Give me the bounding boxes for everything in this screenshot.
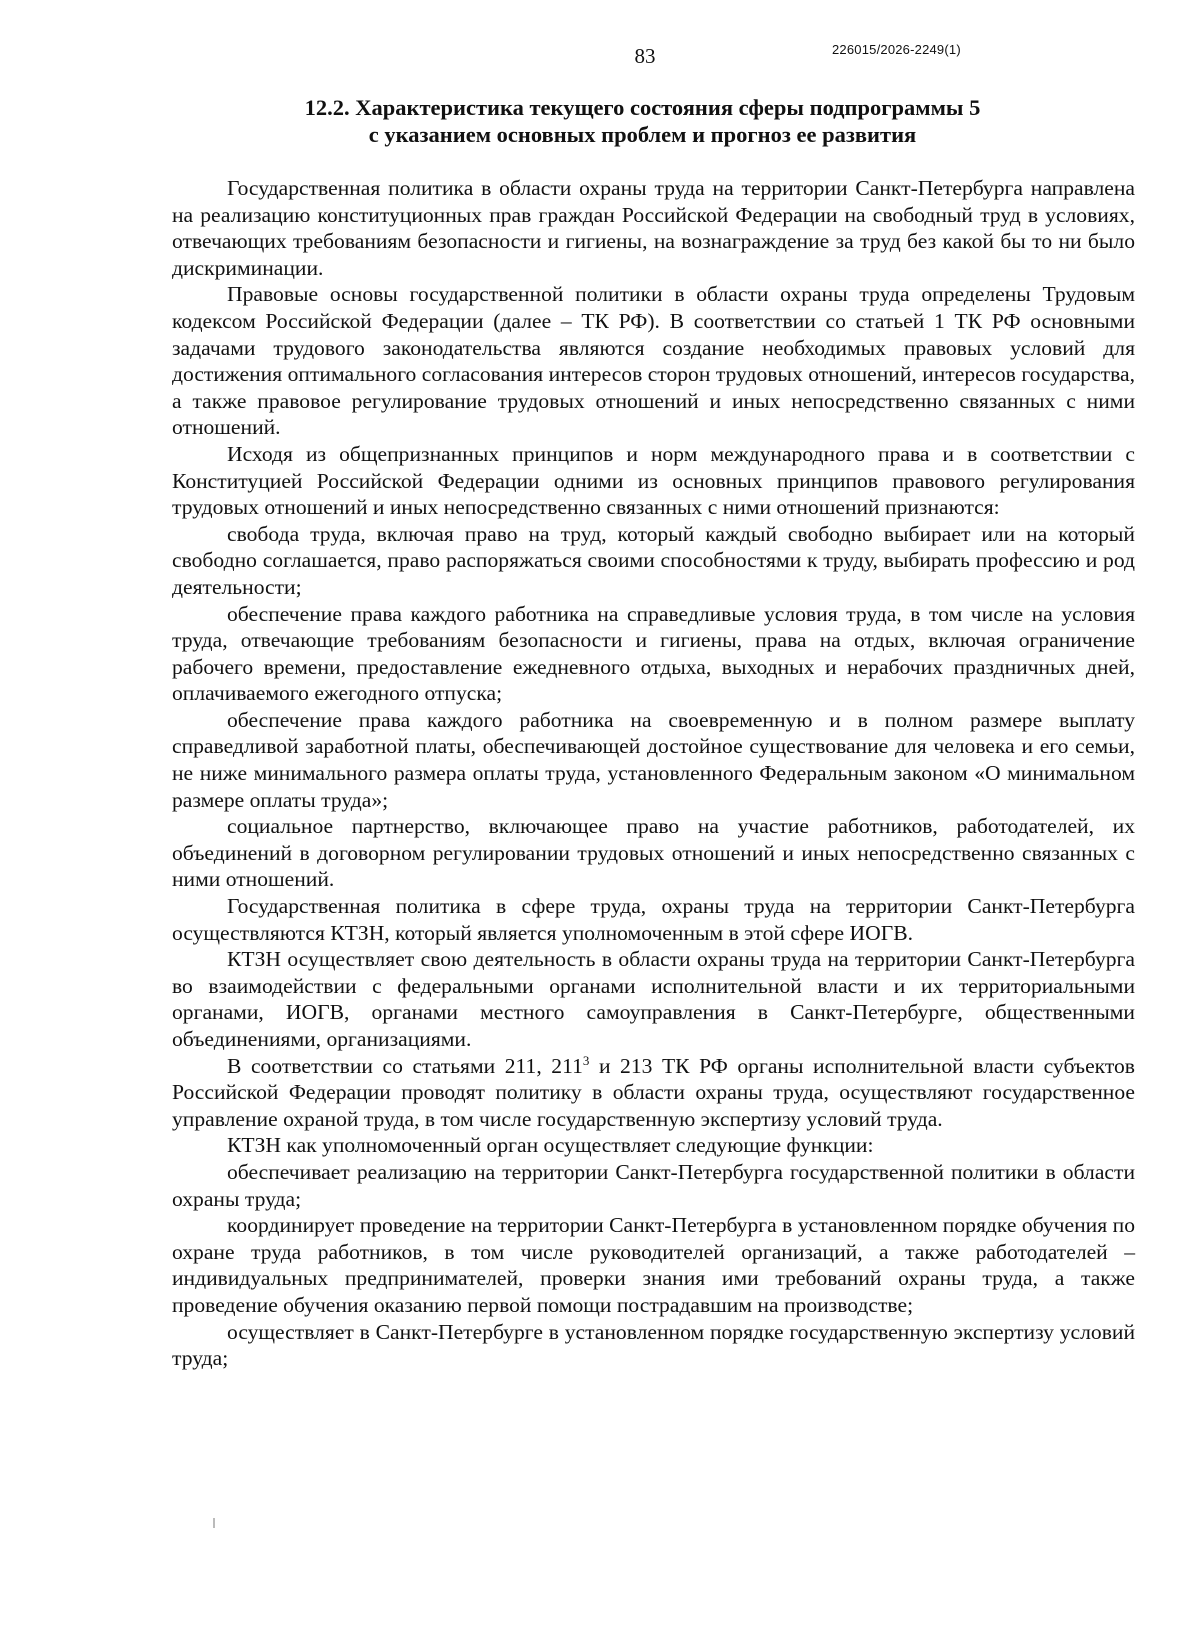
section-heading [170, 94, 1115, 148]
paragraph-13: координирует проведение на территории Санкт-Петербурга в установленном порядке обучения по охране труда работников, в том числе руководителей организаций, а также работодателей – индивидуальных предпринимателей, проверки знания ими требований охраны труда, а также проведение обучения оказанию первой помощи пострадавшим на производстве; [172, 1213, 1135, 1317]
superscript-number: 3 [582, 1052, 590, 1068]
paragraph-8: Государственная политика в сфере труда, охраны труда на территории Санкт-Петербурга осуществляются КТЗН, который является уполномоченным в этой сфере ИОГВ. [172, 894, 1135, 945]
paragraph-6: обеспечение права каждого работника на своевременную и в полном размере выплату справедливой заработной платы, обеспечивающей достойное существование для человека и его семьи, не ниже минимального размера оплаты труда, установленного Федеральным законом «О минимальном размере оплаты труда»; [172, 707, 1135, 812]
paragraph-7: социальное партнерство, включающее право на участие работников, работодателей, их объединений в договорном регулировании трудовых отношений и иных непосредственно связанных с ними отношений. [172, 814, 1135, 892]
paragraph-1: Государственная политика в области охраны труда на территории Санкт-Петербурга направлена на реализацию конституционных прав граждан Российской Федерации на свободный труд в условиях, отвечающих требованиям безопасности и гигиены, на вознаграждение за труд без какой бы то ни было дискриминации. [172, 176, 1135, 280]
paragraph-2: Правовые основы государственной политики в области охраны труда определены Трудовым кодексом Российской Федерации (далее – ТК РФ). В соответствии со статьей 1 ТК РФ основными задачами трудового законодательства являются создание необходимых правовых условий для достижения оптимального согласования интересов сторон трудовых отношений, интересов государства, а также правовое регулирование трудовых отношений и иных непосредственно связанных с ними отношений. [172, 282, 1135, 440]
paragraph-10-start: В соответствии со статьями 211, 211 [227, 1053, 583, 1078]
paragraph-12: обеспечивает реализацию на территории Санкт-Петербурга государственной политики в области охраны труда; [172, 1159, 1135, 1211]
paragraph-11: КТЗН как уполномоченный орган осуществляет следующие функции: [227, 1133, 874, 1158]
paragraph-5: обеспечение права каждого работника на справедливые условия труда, в том числе на условия труда, отвечающие требованиям безопасности и гигиены, права на отдых, включая ограничение рабочего времени, предоставление ежедневного отдыха, выходных и нерабочих праздничных дней, оплачиваемого ежегодного отпуска; [172, 601, 1135, 706]
scan-artifact-mark [213, 1518, 215, 1528]
paragraph-10-end: и 213 ТК РФ органы исполнительной власти субъектов Российской Федерации проводят политику в области охраны труда, осуществляют государственное управление охраной труда, в том числе государственную экспертизу условий труда. [172, 1053, 1135, 1131]
paragraph-14: осуществляет в Санкт-Петербурге в установленном порядке государственную экспертизу условий труда; [172, 1319, 1135, 1371]
body-text [172, 175, 1135, 1372]
paragraph-4: свобода труда, включая право на труд, который каждый свободно выбирает или на который свободно соглашается, право распоряжаться своими способностями к труду, выбирать профессию и род деятельности; [172, 521, 1135, 599]
section-heading-line-2: с указанием основных проблем и прогноз ее развития [368, 122, 917, 147]
document-registration-code: 226015/2026-2249(1) [832, 42, 961, 57]
paragraph-9: КТЗН осуществляет свою деятельность в области охраны труда на территории Санкт-Петербурга во взаимодействии с федеральными органами исполнительной власти и их территориальными органами, ИОГВ, органами местного самоуправления в Санкт-Петербурге, общественными объединениями, организациями. [172, 947, 1135, 1051]
page-number: 83 [634, 44, 656, 68]
paragraph-10 [172, 1053, 1135, 1133]
section-heading-line-1: 12.2. Характеристика текущего состояния сферы подпрограммы 5 [304, 95, 981, 120]
paragraph-3: Исходя из общепризнанных принципов и норм международного права и в соответствии с Конституцией Российской Федерации одними из основных принципов правового регулирования трудовых отношений и иных непосредственно связанных с ними отношений признаются: [172, 441, 1135, 520]
